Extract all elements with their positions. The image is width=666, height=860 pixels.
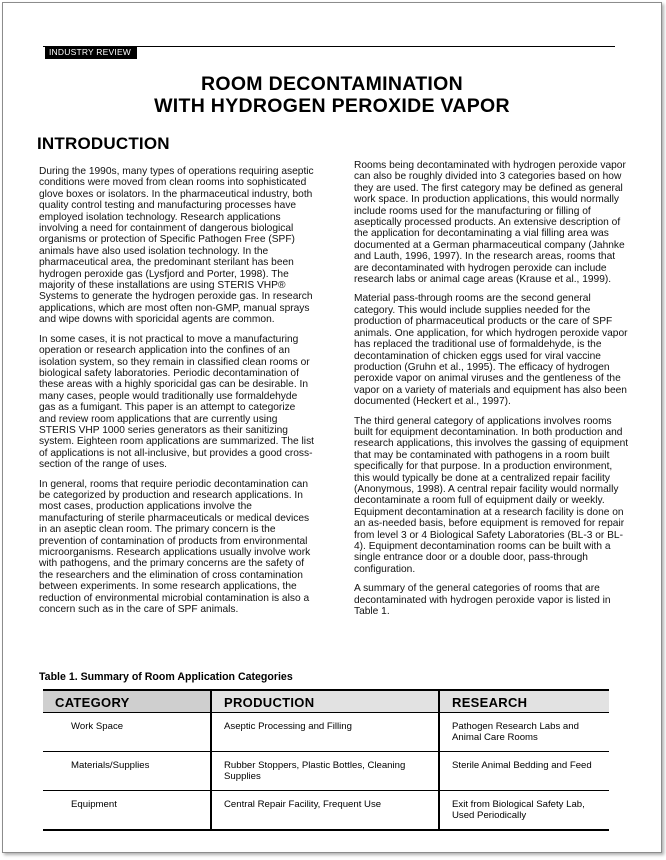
paragraph: Rooms being decontaminated with hydrogen peroxide vapor can also be roughly divided into 3 categories based on how they are used. The first category may be defined as general work space. In production applications, this would normally include rooms used for the manufacturing or filling of aseptically processed products. An extensive description of the application for decontaminating a vial filling area was documented at a German pharmaceutical company (Jahnke and Lauth, 1996, 1997). In the research areas, rooms that are decontaminated with hydrogen peroxide can include research labs or animal cage areas (Krause et al., 1999).: [354, 160, 626, 286]
paragraph: In general, rooms that require periodic decontamination can be categorized by production and research applications. In most cases, production applications involve the manufacturing of sterile pharmaceuticals or medical devices in an aseptic clean room. The primary concern is the prevention of contamination of products from environmental microorganisms. Research applications usually involve work with pathogens, and the primary concerns are the safety of the researchers and the elimination of cross contamination between experiments. In some research applications, the reduction of environmental microbial contamination is also a concern such as in the care of SPF animals.: [39, 478, 311, 616]
paragraph: In some cases, it is not practical to move a manufacturing operation or research application into the confines of an isolation system, so they remain in classified clean rooms or biological safety laboratories. Periodic decontamination of these areas with a highly sporicidal gas can be desirable. In many cases, people would traditionally use formaldehyde gas as a fumigant. This paper is an attempt to categorize and review room applications that are currently using STERIS VHP 1000 series generators as their sanitizing system. Eighteen room applications are summarized. The list of applications is not all-inclusive, but provides a good cross-section of the range of uses.: [39, 333, 314, 471]
document-page: [2, 2, 662, 853]
paragraph: The third general category of applications involves rooms built for equipment decontamination. In both production and research applications, this involves the gassing of equipment that may be contaminated with pathogens in a room built specifically for that purpose. In a production environment, this would typically be done at a centralized repair facility (Anonymous, 1998). A central repair facility would normally decontaminate a room full of equipment daily or weekly. Equipment decontamination at a research facility is done on an as-needed basis, before equipment is removed for repair from level 3 or 4 Biological Safety Laboratories (BL-3 or BL-4). Equipment decontamination rooms can be built with a single entrance door or a double door, pass-through configuration.: [354, 415, 629, 575]
header-research: RESEARCH: [439, 690, 609, 713]
cell-research: Exit from Biological Safety Lab, Used Periodically: [439, 791, 609, 831]
paragraph: During the 1990s, many types of operations requiring aseptic conditions were moved from clean rooms into sophisticated glove boxes or isolators. In the pharmaceutical industry, both quality control testing and manufacturing processes have employed isolation technology. Research applications involving a need for containment of dangerous biological organisms or protection of Specific Pathogen Free (SPF) animals have also used isolation technology. In the pharmaceutical area, the predominant sterilant has been hydrogen peroxide gas (Lysfjord and Porter, 1998). The majority of these installations are using STERIS VHP® Systems to generate the hydrogen peroxide gas. In research applications, which are most often non-GMP, manual sprays and wipe downs with sporicidal agents are common.: [39, 166, 314, 326]
cell-research: Sterile Animal Bedding and Feed: [439, 752, 609, 791]
cell-production: Rubber Stoppers, Plastic Bottles, Cleaning Supplies: [211, 752, 439, 791]
article-title: [3, 73, 661, 117]
table-row: [43, 791, 609, 831]
table-caption: Table 1. Summary of Room Application Categories: [39, 671, 293, 683]
cell-production: Aseptic Processing and Filling: [211, 713, 439, 752]
summary-table: [43, 689, 609, 831]
table-header-row: [43, 690, 609, 713]
cell-category: Materials/Supplies: [43, 752, 211, 791]
paragraph: Material pass-through rooms are the second general category. This would include supplies needed for the production of pharmaceutical products or the care of SPF animals. One application, for which hydrogen peroxide vapor has replaced the traditional use of formaldehyde, is the decontamination of chicken eggs used for viral vaccine production (Gruhn et al., 1995). The efficacy of hydrogen peroxide vapor on animal viruses and the gentleness of the vapor on a variety of materials and equipment has also been documented (Heckert et al., 1997).: [354, 293, 628, 408]
right-column: [354, 160, 629, 625]
title-line-1: ROOM DECONTAMINATION: [200, 73, 463, 95]
cell-production: Central Repair Facility, Frequent Use: [211, 791, 439, 831]
table-row: [43, 752, 609, 791]
cell-category: Equipment: [43, 791, 211, 831]
cell-category: Work Space: [43, 713, 211, 752]
left-column: [39, 166, 314, 623]
section-tag: INDUSTRY REVIEW: [45, 46, 137, 59]
section-heading: INTRODUCTION: [37, 134, 170, 153]
table-row: [43, 713, 609, 752]
header-category: CATEGORY: [43, 690, 211, 713]
summary-table-container: [43, 689, 609, 831]
paragraph: A summary of the general categories of rooms that are decontaminated with hydrogen peroxide vapor is listed in Table 1.: [354, 583, 611, 618]
title-line-2: WITH HYDROGEN PEROXIDE VAPOR: [154, 95, 510, 117]
cell-research: Pathogen Research Labs and Animal Care Rooms: [439, 713, 609, 752]
header-production: PRODUCTION: [211, 690, 439, 713]
